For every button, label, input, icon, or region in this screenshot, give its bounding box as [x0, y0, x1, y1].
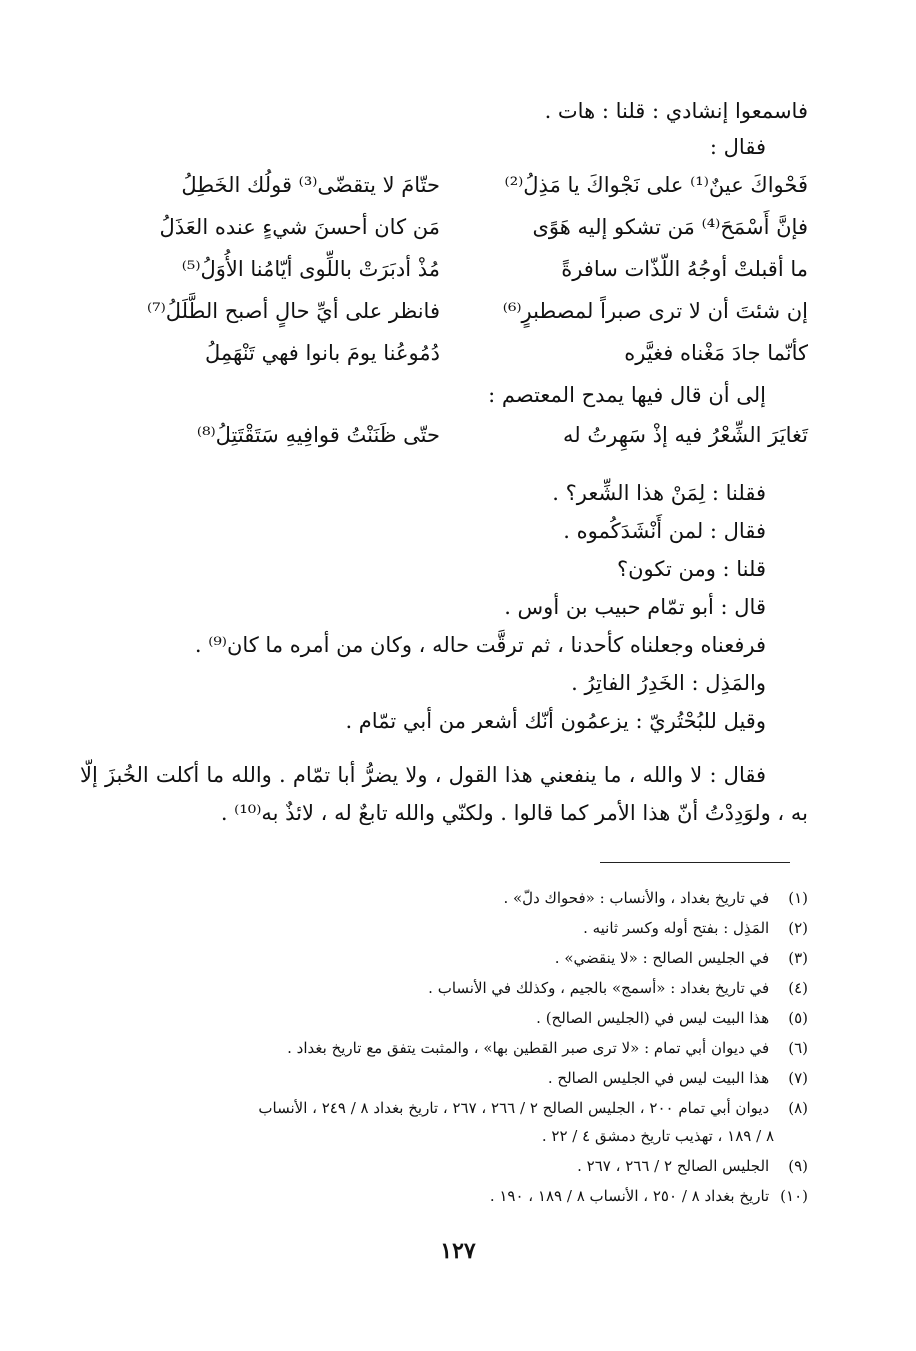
footnote-8-continuation: ٨ / ١٨٩ ، تهذيب تاريخ دمشق ٤ / ٢٢ .: [541, 1127, 774, 1145]
verse-4: [80, 294, 808, 328]
dialogue-line-6: والمَذِل : الخَدِرُ الفاتِرُ .: [571, 671, 766, 695]
footnote-4-number: (٤): [788, 979, 808, 997]
footnote-8: [80, 1096, 808, 1120]
footnote-7-text: هذا البيت ليس في الجليس الصالح .: [547, 1069, 770, 1087]
dialogue-line-4: قال : أبو تمّام حبيب بن أوس .: [504, 595, 766, 619]
page-number: ١٢٧: [440, 1238, 476, 1264]
footnote-9-text: الجليس الصالح ٢ / ٢٦٦ ، ٢٦٧ .: [577, 1157, 770, 1175]
footnote-1-text: في تاريخ بغداد ، والأنساب : «فحواك دلّ» .: [503, 889, 770, 907]
footnote-9: [80, 1154, 808, 1178]
footnote-2-number: (٢): [788, 919, 808, 937]
verse-5: [80, 336, 808, 370]
closing-paragraph: فقال : لا والله ، ما ينفعني هذا القول ، ولا يضرُّ أبا تمّام . والله ما أكلت الخُبزَ إلّا به ، ولوَدِدْتُ أنّ هذا الأمر كما قالوا . ولكنّي والله تابعٌ له ، لائذٌ به⁽¹⁰⁾ .: [80, 763, 808, 825]
footnote-6: [80, 1036, 808, 1060]
footnote-1: [80, 886, 808, 910]
footnote-7: [80, 1066, 808, 1090]
dialogue-line-1: فقلنا : لِمَنْ هذا الشِّعر؟ .: [552, 481, 766, 505]
verse-1-first-hemistich: فَحْواكَ عينٌ⁽¹⁾ على نَجْواكَ يا مَذِلُ⁽²⁾: [504, 173, 808, 197]
verse-2-second-hemistich: مَن كان أحسنَ شيءٍ عنده العَذَلُ: [159, 215, 440, 239]
footnote-9-number: (٩): [788, 1157, 808, 1175]
intro-line-2: فقال :: [709, 135, 766, 159]
verse-4-first-hemistich: إن شئتَ أن لا ترى صبراً لمصطبرٍ⁽⁶⁾: [502, 299, 808, 323]
footnote-10: [80, 1184, 808, 1208]
verse-4-second-hemistich: فانظر على أيِّ حالٍ أصبح الطَّلَلُ⁽⁷⁾: [147, 299, 440, 323]
dialogue-line-7: وقيل للبُحْتُريّ : يزعمُون أنّك أشعر من أبي تمّام .: [345, 709, 766, 733]
dialogue-line-5: فرفعناه وجعلناه كأحدنا ، ثم ترقَّت حاله ، وكان من أمره ما كان⁽⁹⁾ .: [194, 633, 766, 657]
footnote-6-text: في ديوان أبي تمام : «لا ترى صبر القطين بها» ، والمثبت يتفق مع تاريخ بغداد .: [287, 1039, 770, 1057]
verse-1-second-hemistich: حتّامَ لا يتقضّى⁽³⁾ قولُك الخَطِلُ: [181, 173, 440, 197]
footnote-8-text: ديوان أبي تمام ٢٠٠ ، الجليس الصالح ٢ / ٢٦٦ ، ٢٦٧ ، تاريخ بغداد ٨ / ٢٤٩ ، الأنساب: [258, 1099, 770, 1117]
verse-6: [80, 418, 808, 452]
footnote-8-number: (٨): [788, 1099, 808, 1117]
footnote-6-number: (٦): [788, 1039, 808, 1057]
dialogue-line-3: قلنا : ومن تكون؟: [616, 557, 766, 581]
verse-6-first-hemistich: تَغايَرَ الشِّعْرُ فيه إذْ سَهِرتُ له: [563, 423, 808, 447]
footnote-3-number: (٣): [788, 949, 808, 967]
verse-5-first-hemistich: كأنّما جادَ مَغْناه فغيَّره: [624, 341, 808, 365]
transition-line: إلى أن قال فيها يمدح المعتصم :: [488, 383, 766, 407]
verse-3-second-hemistich: مُذْ أدبَرَتْ باللِّوى أيّامُنا الأُوَلُ⁽⁵⁾: [181, 257, 440, 281]
verse-2-first-hemistich: فإنَّ أَسْمَحَ⁽⁴⁾ مَن تشكو إليه هَوًى: [532, 215, 808, 239]
verse-3-first-hemistich: ما أقبلتْ أوجُهُ اللّذّات سافرةً: [561, 257, 808, 281]
footnote-5-text: هذا البيت ليس في (الجليس الصالح) .: [536, 1009, 770, 1027]
verse-1: [80, 168, 808, 202]
footnote-3-text: في الجليس الصالح : «لا ينقضي» .: [554, 949, 770, 967]
verse-6-second-hemistich: حتّى ظَنَنْتُ قوافِيهِ سَتَقْتَتِلُ⁽⁸⁾: [196, 423, 440, 447]
footnote-5-number: (٥): [788, 1009, 808, 1027]
verse-2: [80, 210, 808, 244]
footnote-10-number: (١٠): [780, 1187, 808, 1205]
footnote-7-number: (٧): [788, 1069, 808, 1087]
verse-5-second-hemistich: دُمُوعُنا يومَ بانوا فهي تَنْهَمِلُ: [204, 341, 440, 365]
footnote-10-text: تاريخ بغداد ٨ / ٢٥٠ ، الأنساب ٨ / ١٨٩ ، ١٩٠ .: [489, 1187, 770, 1205]
footnote-4-text: في تاريخ بغداد : «أسمج» بالجيم ، وكذلك في الأنساب .: [428, 979, 770, 997]
footnote-3: [80, 946, 808, 970]
verse-3: [80, 252, 808, 286]
footnote-2-text: المَذِل : بفتح أوله وكسر ثانيه .: [583, 919, 770, 937]
footnote-separator: [600, 862, 790, 863]
footnote-1-number: (١): [788, 889, 808, 907]
footnote-4: [80, 976, 808, 1000]
dialogue-line-2: فقال : لمن أَنْشَدَكُموه .: [563, 519, 766, 543]
intro-line-1: فاسمعوا إنشادي : قلنا : هات .: [544, 99, 808, 123]
footnote-5: [80, 1006, 808, 1030]
footnote-2: [80, 916, 808, 940]
